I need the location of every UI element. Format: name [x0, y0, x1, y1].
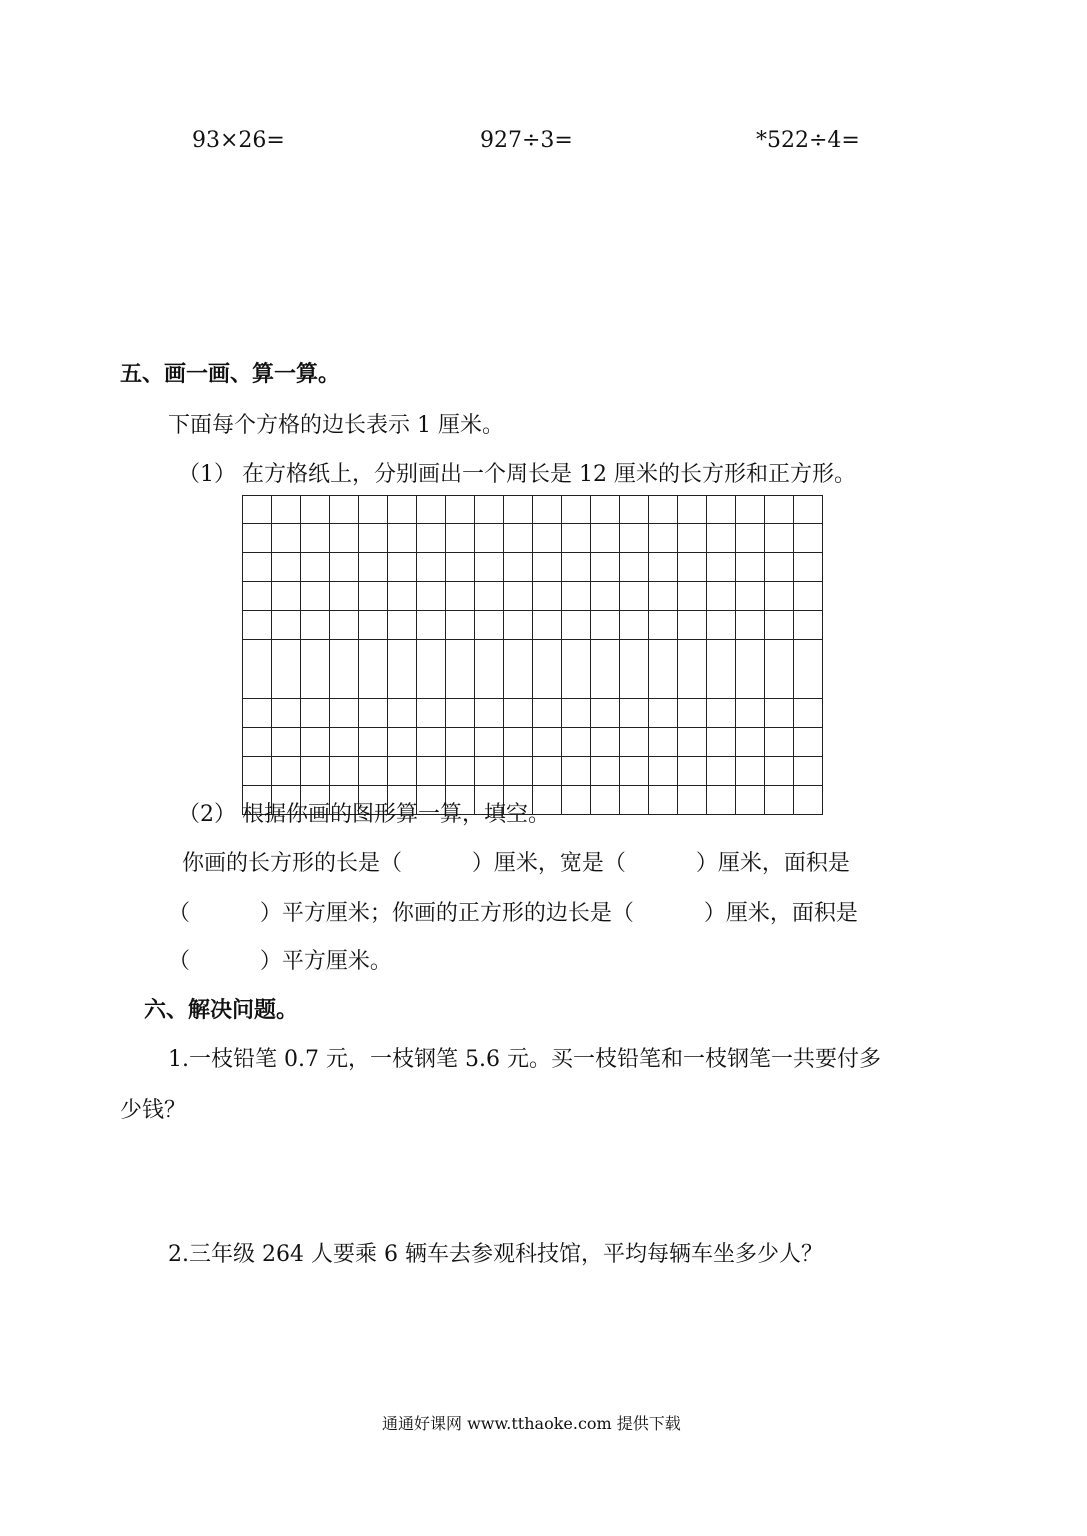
grid-cell[interactable]	[649, 553, 678, 582]
grid-cell[interactable]	[649, 524, 678, 553]
grid-cell[interactable]	[359, 553, 388, 582]
grid-cell[interactable]	[678, 699, 707, 728]
grid-cell[interactable]	[562, 699, 591, 728]
q2-text: 根据你画的图形算一算，填空。	[242, 802, 551, 827]
grid-cell[interactable]	[475, 728, 504, 757]
grid-cell[interactable]	[678, 496, 707, 524]
grid-cell[interactable]	[765, 582, 794, 611]
grid-cell[interactable]	[388, 728, 417, 757]
grid-cell[interactable]	[678, 786, 707, 815]
grid-cell[interactable]	[504, 757, 533, 786]
grid-cell[interactable]	[243, 640, 272, 699]
grid-row	[243, 611, 823, 640]
grid-cell[interactable]	[736, 699, 765, 728]
grid-cell[interactable]	[794, 611, 823, 640]
grid-row	[243, 553, 823, 582]
grid-cell[interactable]	[736, 524, 765, 553]
calc-item-1: 93×26=	[192, 128, 285, 153]
grid-cell[interactable]	[388, 611, 417, 640]
grid-cell[interactable]	[243, 582, 272, 611]
grid-cell[interactable]	[562, 553, 591, 582]
grid-cell[interactable]	[446, 524, 475, 553]
grid-row	[243, 728, 823, 757]
grid-cell[interactable]	[765, 728, 794, 757]
grid-cell[interactable]	[417, 496, 446, 524]
grid-cell[interactable]	[794, 728, 823, 757]
grid-cell[interactable]	[765, 553, 794, 582]
grid-cell[interactable]	[533, 524, 562, 553]
grid-cell[interactable]	[301, 524, 330, 553]
grid-cell[interactable]	[649, 640, 678, 699]
grid-cell[interactable]	[504, 640, 533, 699]
grid-cell[interactable]	[678, 728, 707, 757]
grid-cell[interactable]	[562, 757, 591, 786]
grid-cell[interactable]	[504, 553, 533, 582]
grid-row	[243, 524, 823, 553]
grid-cell[interactable]	[388, 640, 417, 699]
section5-title: 五、画一画、算一算。	[120, 362, 341, 387]
grid-cell[interactable]	[591, 640, 620, 699]
grid-cell[interactable]	[794, 757, 823, 786]
grid-cell[interactable]	[417, 728, 446, 757]
grid-cell[interactable]	[301, 757, 330, 786]
grid-cell[interactable]	[620, 640, 649, 699]
grid-cell[interactable]	[388, 699, 417, 728]
grid-cell[interactable]	[446, 640, 475, 699]
grid-cell[interactable]	[533, 640, 562, 699]
grid-cell[interactable]	[736, 582, 765, 611]
section6-title: 六、解决问题。	[144, 998, 299, 1023]
grid-cell[interactable]	[446, 699, 475, 728]
grid-cell[interactable]	[649, 582, 678, 611]
grid-cell[interactable]	[504, 496, 533, 524]
grid-cell[interactable]	[359, 496, 388, 524]
grid-cell[interactable]	[359, 582, 388, 611]
grid-cell[interactable]	[794, 786, 823, 815]
grid-cell[interactable]	[359, 640, 388, 699]
grid-cell[interactable]	[794, 553, 823, 582]
grid-cell[interactable]	[446, 611, 475, 640]
grid-cell[interactable]	[272, 611, 301, 640]
grid-cell[interactable]	[591, 728, 620, 757]
section5-intro: 下面每个方格的边长表示 1 厘米。	[168, 413, 504, 438]
grid-cell[interactable]	[301, 496, 330, 524]
grid-cell[interactable]	[272, 524, 301, 553]
grid-cell[interactable]	[707, 496, 736, 524]
grid-cell[interactable]	[736, 611, 765, 640]
grid-cell[interactable]	[417, 757, 446, 786]
grid-cell[interactable]	[707, 553, 736, 582]
grid-cell[interactable]	[794, 524, 823, 553]
grid-cell[interactable]	[620, 582, 649, 611]
grid-cell[interactable]	[591, 786, 620, 815]
grid-cell[interactable]	[301, 582, 330, 611]
grid-cell[interactable]	[707, 640, 736, 699]
grid-cell[interactable]	[301, 553, 330, 582]
problem1-line1: 1.一枝铅笔 0.7 元，一枝钢笔 5.6 元。买一枝铅笔和一枝钢笔一共要付多	[168, 1047, 881, 1072]
grid-cell[interactable]	[475, 524, 504, 553]
grid-cell[interactable]	[475, 640, 504, 699]
grid-cell[interactable]	[330, 582, 359, 611]
q2-number: （2）	[178, 802, 236, 827]
grid-cell[interactable]	[243, 611, 272, 640]
grid-cell[interactable]	[301, 611, 330, 640]
grid-cell[interactable]	[504, 524, 533, 553]
grid-cell[interactable]	[417, 524, 446, 553]
calc-item-2: 927÷3=	[480, 128, 573, 153]
grid-cell[interactable]	[301, 728, 330, 757]
grid-cell[interactable]	[417, 553, 446, 582]
grid-cell[interactable]	[649, 611, 678, 640]
grid-cell[interactable]	[620, 786, 649, 815]
grid-cell[interactable]	[504, 611, 533, 640]
grid-cell[interactable]	[446, 553, 475, 582]
grid-cell[interactable]	[359, 757, 388, 786]
grid-cell[interactable]	[388, 582, 417, 611]
grid-cell[interactable]	[330, 496, 359, 524]
grid-cell[interactable]	[533, 728, 562, 757]
grid-cell[interactable]	[736, 496, 765, 524]
grid-cell[interactable]	[620, 728, 649, 757]
grid-cell[interactable]	[533, 582, 562, 611]
grid-cell[interactable]	[591, 699, 620, 728]
grid-cell[interactable]	[272, 728, 301, 757]
grid-cell[interactable]	[678, 757, 707, 786]
grid-cell[interactable]	[504, 582, 533, 611]
grid-cell[interactable]	[736, 640, 765, 699]
grid-cell[interactable]	[243, 728, 272, 757]
grid-cell[interactable]	[359, 699, 388, 728]
grid-cell[interactable]	[504, 699, 533, 728]
grid-cell[interactable]	[620, 757, 649, 786]
grid-cell[interactable]	[330, 728, 359, 757]
grid-cell[interactable]	[388, 524, 417, 553]
grid-cell[interactable]	[620, 553, 649, 582]
grid-cell[interactable]	[707, 786, 736, 815]
grid-cell[interactable]	[417, 699, 446, 728]
grid-cell[interactable]	[475, 496, 504, 524]
grid-cell[interactable]	[562, 611, 591, 640]
grid-cell[interactable]	[794, 640, 823, 699]
grid-cell[interactable]	[707, 728, 736, 757]
grid-cell[interactable]	[649, 699, 678, 728]
grid-cell[interactable]	[707, 582, 736, 611]
grid-cell[interactable]	[475, 553, 504, 582]
grid-cell[interactable]	[649, 757, 678, 786]
grid-cell[interactable]	[301, 699, 330, 728]
grid-cell[interactable]	[417, 582, 446, 611]
calc-item-3: *522÷4=	[756, 128, 860, 153]
grid-cell[interactable]	[243, 699, 272, 728]
grid-cell[interactable]	[765, 611, 794, 640]
grid-cell[interactable]	[562, 728, 591, 757]
grid-cell[interactable]	[765, 640, 794, 699]
fill-line-1: 你画的长方形的长是（ ）厘米，宽是（ ）厘米，面积是	[182, 851, 850, 876]
problem1-line2: 少钱？	[120, 1098, 187, 1123]
q1-text: 在方格纸上，分别画出一个周长是 12 厘米的长方形和正方形。	[242, 462, 856, 487]
grid-cell[interactable]	[301, 640, 330, 699]
grid-cell[interactable]	[475, 757, 504, 786]
page-footer: 通通好课网 www.tthaoke.com 提供下载	[382, 1414, 681, 1433]
grid-cell[interactable]	[272, 553, 301, 582]
grid-cell[interactable]	[330, 611, 359, 640]
grid-cell[interactable]	[330, 553, 359, 582]
grid-cell[interactable]	[736, 757, 765, 786]
grid-cell[interactable]	[736, 786, 765, 815]
grid-cell[interactable]	[272, 757, 301, 786]
grid-cell[interactable]	[388, 496, 417, 524]
grid-cell[interactable]	[388, 553, 417, 582]
grid-cell[interactable]	[736, 553, 765, 582]
grid-cell[interactable]	[649, 496, 678, 524]
grid-row	[243, 582, 823, 611]
grid-cell[interactable]	[272, 496, 301, 524]
grid-cell[interactable]	[533, 496, 562, 524]
grid-cell[interactable]	[707, 699, 736, 728]
grid-cell[interactable]	[707, 611, 736, 640]
grid-cell[interactable]	[591, 553, 620, 582]
grid-cell[interactable]	[765, 524, 794, 553]
grid-cell[interactable]	[475, 611, 504, 640]
grid-cell[interactable]	[533, 611, 562, 640]
grid-cell[interactable]	[591, 582, 620, 611]
grid-cell[interactable]	[765, 757, 794, 786]
grid-cell[interactable]	[388, 757, 417, 786]
grid-cell[interactable]	[533, 757, 562, 786]
grid-cell[interactable]	[330, 640, 359, 699]
grid-cell[interactable]	[330, 524, 359, 553]
grid-row	[243, 496, 823, 524]
grid-cell[interactable]	[475, 699, 504, 728]
grid-cell[interactable]	[562, 582, 591, 611]
grid-cell[interactable]	[243, 496, 272, 524]
grid-cell[interactable]	[359, 611, 388, 640]
grid-cell[interactable]	[620, 611, 649, 640]
grid-cell[interactable]	[765, 496, 794, 524]
grid-cell[interactable]	[359, 524, 388, 553]
grid-cell[interactable]	[562, 640, 591, 699]
grid-cell[interactable]	[272, 582, 301, 611]
grid-cell[interactable]	[533, 553, 562, 582]
grid-cell[interactable]	[446, 757, 475, 786]
grid-cell[interactable]	[620, 496, 649, 524]
grid-cell[interactable]	[678, 553, 707, 582]
fill-line-2: （ ）平方厘米；你画的正方形的边长是（ ）厘米，面积是	[168, 901, 858, 926]
grid-cell[interactable]	[620, 524, 649, 553]
grid-cell[interactable]	[707, 524, 736, 553]
grid-cell[interactable]	[794, 496, 823, 524]
grid-cell[interactable]	[591, 524, 620, 553]
grid-cell[interactable]	[417, 611, 446, 640]
grid-cell[interactable]	[243, 757, 272, 786]
grid-cell[interactable]	[272, 640, 301, 699]
grid-cell[interactable]	[533, 699, 562, 728]
grid-cell[interactable]	[678, 611, 707, 640]
grid-cell[interactable]	[649, 786, 678, 815]
grid-cell[interactable]	[243, 553, 272, 582]
grid-cell[interactable]	[562, 496, 591, 524]
q1-number: （1）	[178, 462, 236, 487]
grid-cell[interactable]	[678, 524, 707, 553]
grid-cell[interactable]	[765, 699, 794, 728]
grid-row	[243, 757, 823, 786]
grid-cell[interactable]	[591, 611, 620, 640]
grid-cell[interactable]	[446, 728, 475, 757]
grid-cell[interactable]	[765, 786, 794, 815]
grid-cell[interactable]	[707, 757, 736, 786]
grid-cell[interactable]	[736, 728, 765, 757]
grid-cell[interactable]	[562, 786, 591, 815]
grid-cell[interactable]	[504, 728, 533, 757]
grid-cell[interactable]	[794, 699, 823, 728]
grid-cell[interactable]	[591, 496, 620, 524]
fill-line-3: （ ）平方厘米。	[168, 949, 392, 974]
grid-row	[243, 699, 823, 728]
grid-cell[interactable]	[794, 582, 823, 611]
grid-cell[interactable]	[417, 640, 446, 699]
grid-cell[interactable]	[591, 757, 620, 786]
grid-cell[interactable]	[446, 496, 475, 524]
square-grid[interactable]	[242, 495, 823, 815]
grid-cell[interactable]	[475, 582, 504, 611]
grid-cell[interactable]	[272, 699, 301, 728]
grid-cell[interactable]	[678, 582, 707, 611]
grid-cell[interactable]	[678, 640, 707, 699]
grid-cell[interactable]	[446, 582, 475, 611]
grid-cell[interactable]	[330, 699, 359, 728]
grid-row	[243, 640, 823, 699]
grid-cell[interactable]	[243, 524, 272, 553]
grid-cell[interactable]	[649, 728, 678, 757]
grid-cell[interactable]	[562, 524, 591, 553]
problem2: 2.三年级 264 人要乘 6 辆车去参观科技馆，平均每辆车坐多少人？	[168, 1242, 823, 1267]
grid-cell[interactable]	[620, 699, 649, 728]
grid-cell[interactable]	[330, 757, 359, 786]
grid-cell[interactable]	[359, 728, 388, 757]
